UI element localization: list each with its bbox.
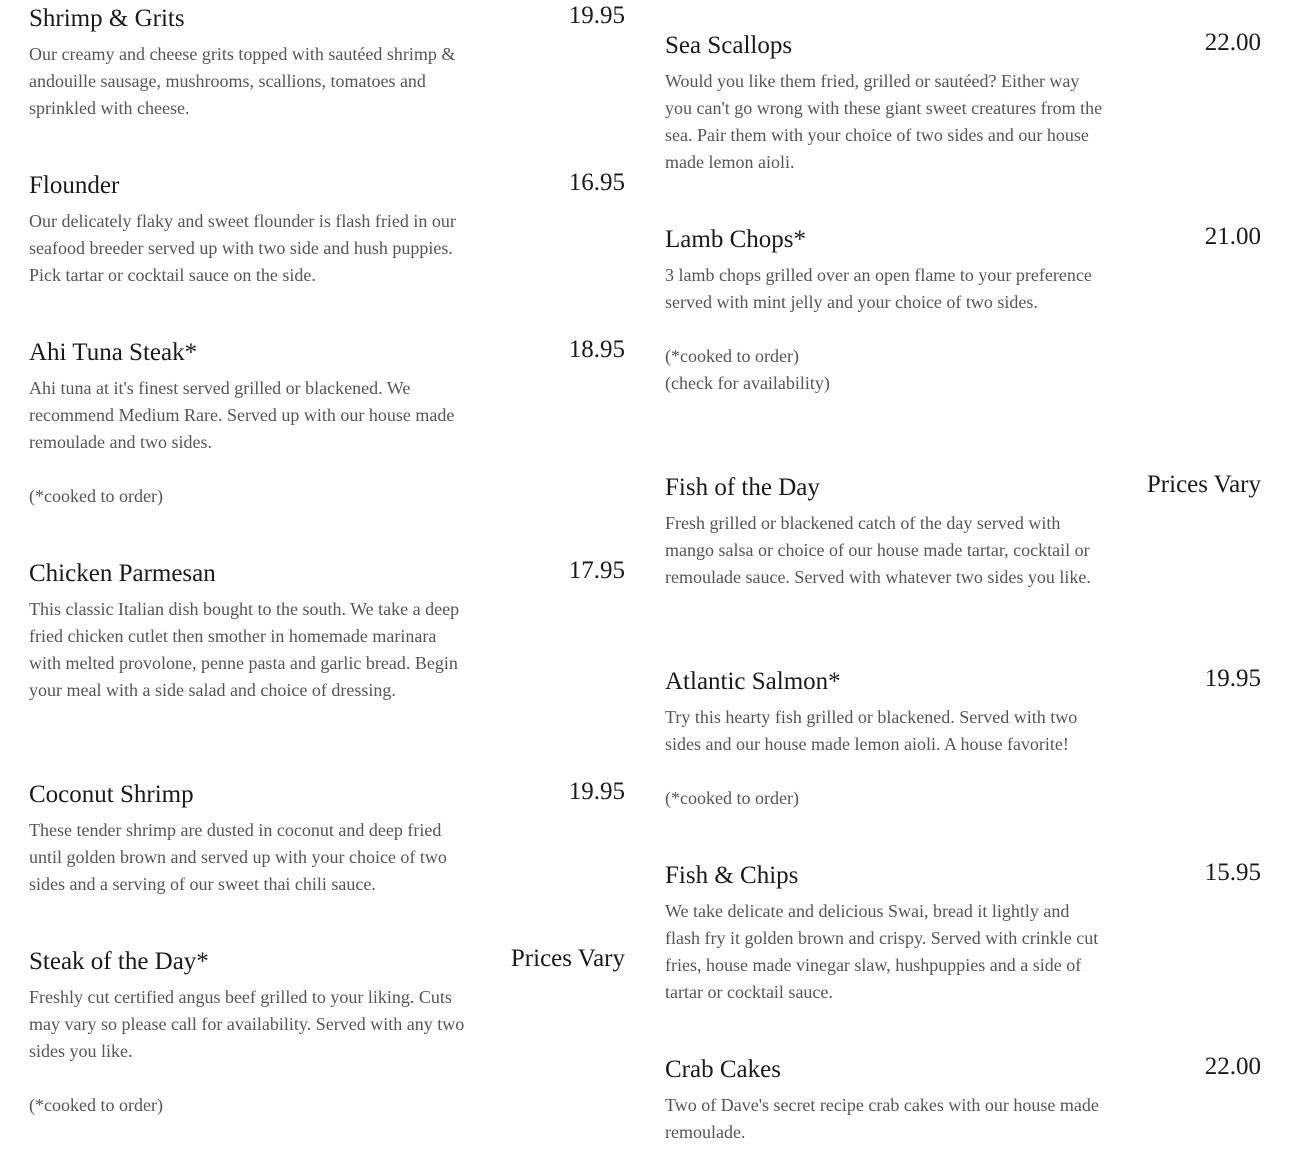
item-name: Sea Scallops	[665, 32, 793, 59]
item-name: Atlantic Salmon*	[665, 668, 841, 695]
item-note: (*cooked to order)	[29, 486, 163, 506]
menu-item-lamb-chops	[665, 225, 1261, 397]
item-name: Ahi Tuna Steak*	[29, 339, 198, 366]
item-description: Freshly cut certified angus beef grilled to your liking. Cuts may vary so please call for availability. Served with any two sides you like.	[29, 987, 465, 1061]
item-price: Prices Vary	[1146, 471, 1261, 498]
item-name: Coconut Shrimp	[29, 781, 194, 808]
item-name: Shrimp & Grits	[29, 5, 185, 32]
item-description: Our creamy and cheese grits topped with sautéed shrimp & andouille sausage, mushrooms, scallions, tomatoes and sprinkled with cheese.	[29, 44, 456, 118]
item-price: 21.00	[1204, 223, 1261, 250]
item-price: 22.00	[1204, 1053, 1261, 1080]
menu-item-chicken-parmesan	[29, 559, 625, 704]
menu-item-flounder	[29, 171, 625, 289]
item-description: This classic Italian dish bought to the south. We take a deep fried chicken cutlet then smother in homemade marinara with melted provolone, penne pasta and garlic bread. Begin your meal with a side salad and choice of dressing.	[29, 599, 460, 700]
item-note: (*cooked to order)	[665, 788, 799, 808]
item-name: Chicken Parmesan	[29, 560, 216, 587]
menu-item-crab-cakes	[665, 1055, 1261, 1146]
menu-item-shrimp-grits	[29, 4, 625, 122]
item-price: 19.95	[568, 778, 625, 805]
item-note: (*cooked to order)	[665, 346, 799, 366]
item-price: 19.95	[568, 2, 625, 29]
item-description: These tender shrimp are dusted in coconut and deep fried until golden brown and served up with your choice of two sides and a serving of our sweet thai chili sauce.	[29, 820, 447, 894]
item-name: Crab Cakes	[665, 1056, 781, 1083]
item-price: 15.95	[1204, 859, 1261, 886]
item-price: 19.95	[1204, 665, 1261, 692]
menu-item-atlantic-salmon	[665, 667, 1261, 812]
item-price: 22.00	[1204, 29, 1261, 56]
item-description: 3 lamb chops grilled over an open flame to your preference served with mint jelly and your choice of two sides.	[665, 265, 1092, 312]
menu-item-ahi-tuna-steak	[29, 338, 625, 510]
menu-item-steak-of-the-day	[29, 947, 625, 1119]
item-price: Prices Vary	[510, 945, 625, 972]
item-price: 16.95	[568, 169, 625, 196]
item-price: 17.95	[568, 557, 625, 584]
item-name: Flounder	[29, 172, 120, 199]
item-note: (check for availability)	[665, 373, 830, 393]
item-note: (*cooked to order)	[29, 1095, 163, 1115]
menu-item-fish-of-the-day	[665, 473, 1261, 591]
item-description: We take delicate and delicious Swai, bread it lightly and flash fry it golden brown and crispy. Served with crinkle cut fries, house made vinegar slaw, hushpuppies and a side of tartar or cocktail sauce.	[665, 901, 1099, 1002]
item-description: Our delicately flaky and sweet flounder is flash fried in our seafood breeder served up with two side and hush puppies. Pick tartar or cocktail sauce on the side.	[29, 211, 456, 285]
item-name: Fish & Chips	[665, 862, 799, 889]
menu-item-sea-scallops	[665, 31, 1261, 176]
menu-item-coconut-shrimp	[29, 780, 625, 898]
item-name: Steak of the Day*	[29, 948, 209, 975]
item-description: Ahi tuna at it's finest served grilled or blackened. We recommend Medium Rare. Served up with our house made remoulade and two sides.	[29, 378, 455, 452]
item-description: Would you like them fried, grilled or sautéed? Either way you can't go wrong with these giant sweet creatures from the sea. Pair them with your choice of two sides and our house made lemon aioli.	[665, 71, 1103, 172]
menu-item-fish-and-chips	[665, 861, 1261, 1006]
item-description: Fresh grilled or blackened catch of the day served with mango salsa or choice of our house made tartar, cocktail or remoulade sauce. Served with whatever two sides you like.	[665, 513, 1091, 587]
item-description: Two of Dave's secret recipe crab cakes with our house made remoulade.	[665, 1095, 1099, 1142]
item-name: Lamb Chops*	[665, 226, 806, 253]
item-name: Fish of the Day	[665, 474, 820, 501]
item-price: 18.95	[568, 336, 625, 363]
item-description: Try this hearty fish grilled or blackened. Served with two sides and our house made lemon aioli. A house favorite!	[665, 707, 1078, 754]
